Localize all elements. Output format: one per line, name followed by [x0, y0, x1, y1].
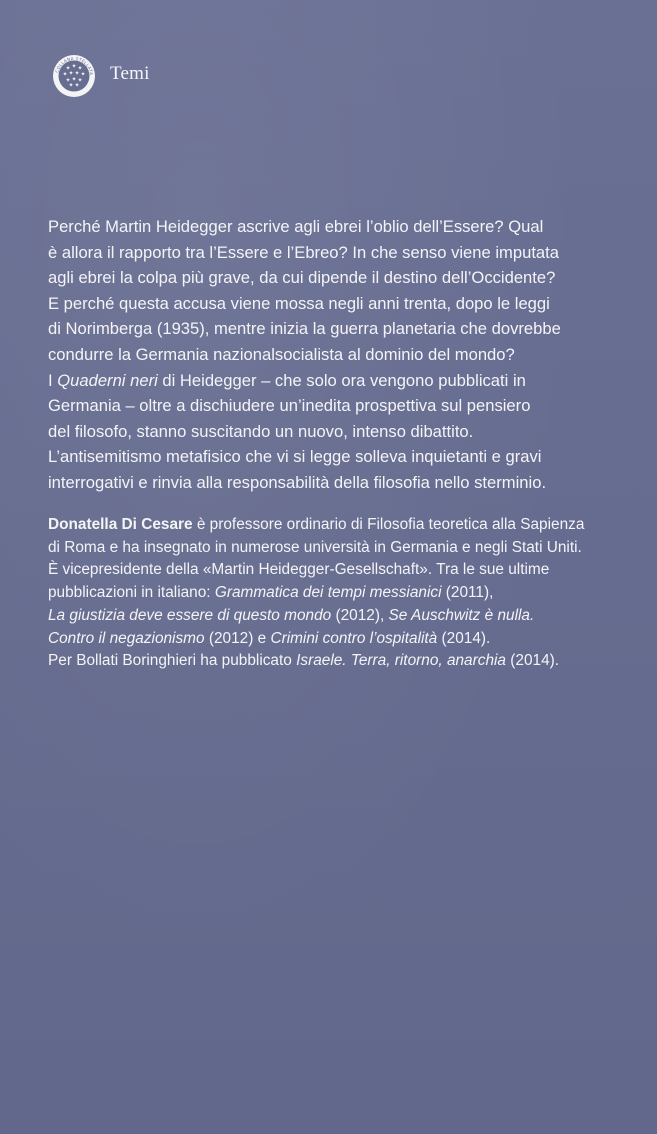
bio-text-fragment: pubblicazioni in italiano:: [48, 584, 215, 602]
author-bio: [48, 514, 623, 673]
bio-text-fragment: (2012),: [331, 606, 389, 624]
bio-line: [48, 514, 623, 537]
bio-text-fragment: (2014).: [505, 652, 560, 670]
bio-text-fragment: (2011),: [441, 584, 494, 602]
blurb-text-fragment: di Heidegger – che solo ora vengono pubblicati in: [157, 370, 526, 390]
bio-line: di Roma e ha insegnato in numerose università in Germania e negli Stati Uniti.: [48, 538, 582, 556]
book-title: La giustizia deve essere di questo mondo: [48, 606, 332, 624]
svg-text:✦: ✦: [77, 77, 83, 84]
bio-text-fragment: (2014).: [437, 629, 491, 647]
blurb-line: agli ebrei la colpa più grave, da cui dipende il destino dell’Occidente?: [48, 268, 556, 288]
collana-stellata-logo-icon: [52, 54, 96, 98]
bio-line: [48, 628, 623, 651]
blurb-line: E perché questa accusa viene mossa negli anni trenta, dopo le leggi: [48, 293, 550, 313]
svg-text:✦: ✦: [77, 65, 83, 72]
blurb-line: [48, 368, 618, 394]
blurb-text: [48, 214, 618, 496]
svg-text:✦: ✦: [65, 65, 71, 72]
book-title: Israele. Terra, ritorno, anarchia: [296, 652, 506, 670]
book-title: Grammatica dei tempi messianici: [214, 584, 442, 602]
book-title: Contro il negazionismo: [48, 629, 205, 647]
book-title-quaderni-neri: Quaderni neri: [57, 370, 158, 390]
book-title: Se Auschwitz è nulla.: [388, 606, 535, 624]
svg-text:✦: ✦: [74, 82, 80, 89]
publisher-brand: [52, 54, 150, 98]
svg-text:✦: ✦: [71, 63, 77, 70]
bio-line: È vicepresidente della «Martin Heidegger-Gesellschaft». Tra le sue ultime: [48, 561, 550, 579]
svg-text:✦: ✦: [68, 82, 74, 89]
bio-text-fragment: (2012) e: [204, 629, 271, 647]
svg-text:✦: ✦: [74, 70, 80, 77]
svg-text:✦: ✦: [65, 77, 71, 84]
svg-text:COLLANA STELLATA: COLLANA STELLATA: [54, 55, 95, 76]
blurb-text-fragment: I: [48, 370, 58, 390]
bio-line: [48, 605, 623, 628]
blurb-line: interrogativi e rinvia alla responsabilità della filosofia nello sterminio.: [48, 472, 547, 492]
blurb-line: Perché Martin Heidegger ascrive agli ebrei l’oblio dell’Essere? Qual: [48, 217, 544, 236]
bio-line: [48, 650, 623, 673]
bio-text-fragment: Per Bollati Boringhieri ha pubblicato: [48, 652, 297, 670]
blurb-line: è allora il rapporto tra l’Essere e l’Ebreo? In che senso viene imputata: [48, 242, 559, 262]
svg-text:✦: ✦: [62, 71, 68, 78]
blurb-line: di Norimberga (1935), mentre inizia la guerra planetaria che dovrebbe: [48, 319, 561, 339]
blurb-line: Germania – oltre a dischiudere un’inedita prospettiva sul pensiero: [48, 396, 531, 416]
series-name: Temi: [110, 63, 150, 84]
bio-text-fragment: è professore ordinario di Filosofia teoretica alla Sapienza: [192, 516, 585, 533]
book-title: Crimini contro l’ospitalità: [270, 629, 438, 647]
blurb-line: L’antisemitismo metafisico che vi si legge solleva inquietanti e gravi: [48, 447, 542, 467]
bio-line: [48, 582, 623, 605]
svg-text:✦: ✦: [71, 76, 77, 83]
blurb-line: condurre la Germania nazionalsocialista al dominio del mondo?: [48, 344, 515, 364]
blurb-line: del filosofo, stanno suscitando un nuovo, intenso dibattito.: [48, 421, 474, 441]
svg-text:✦: ✦: [68, 70, 74, 77]
svg-text:✦: ✦: [80, 71, 86, 78]
author-name: Donatella Di Cesare: [48, 516, 193, 533]
